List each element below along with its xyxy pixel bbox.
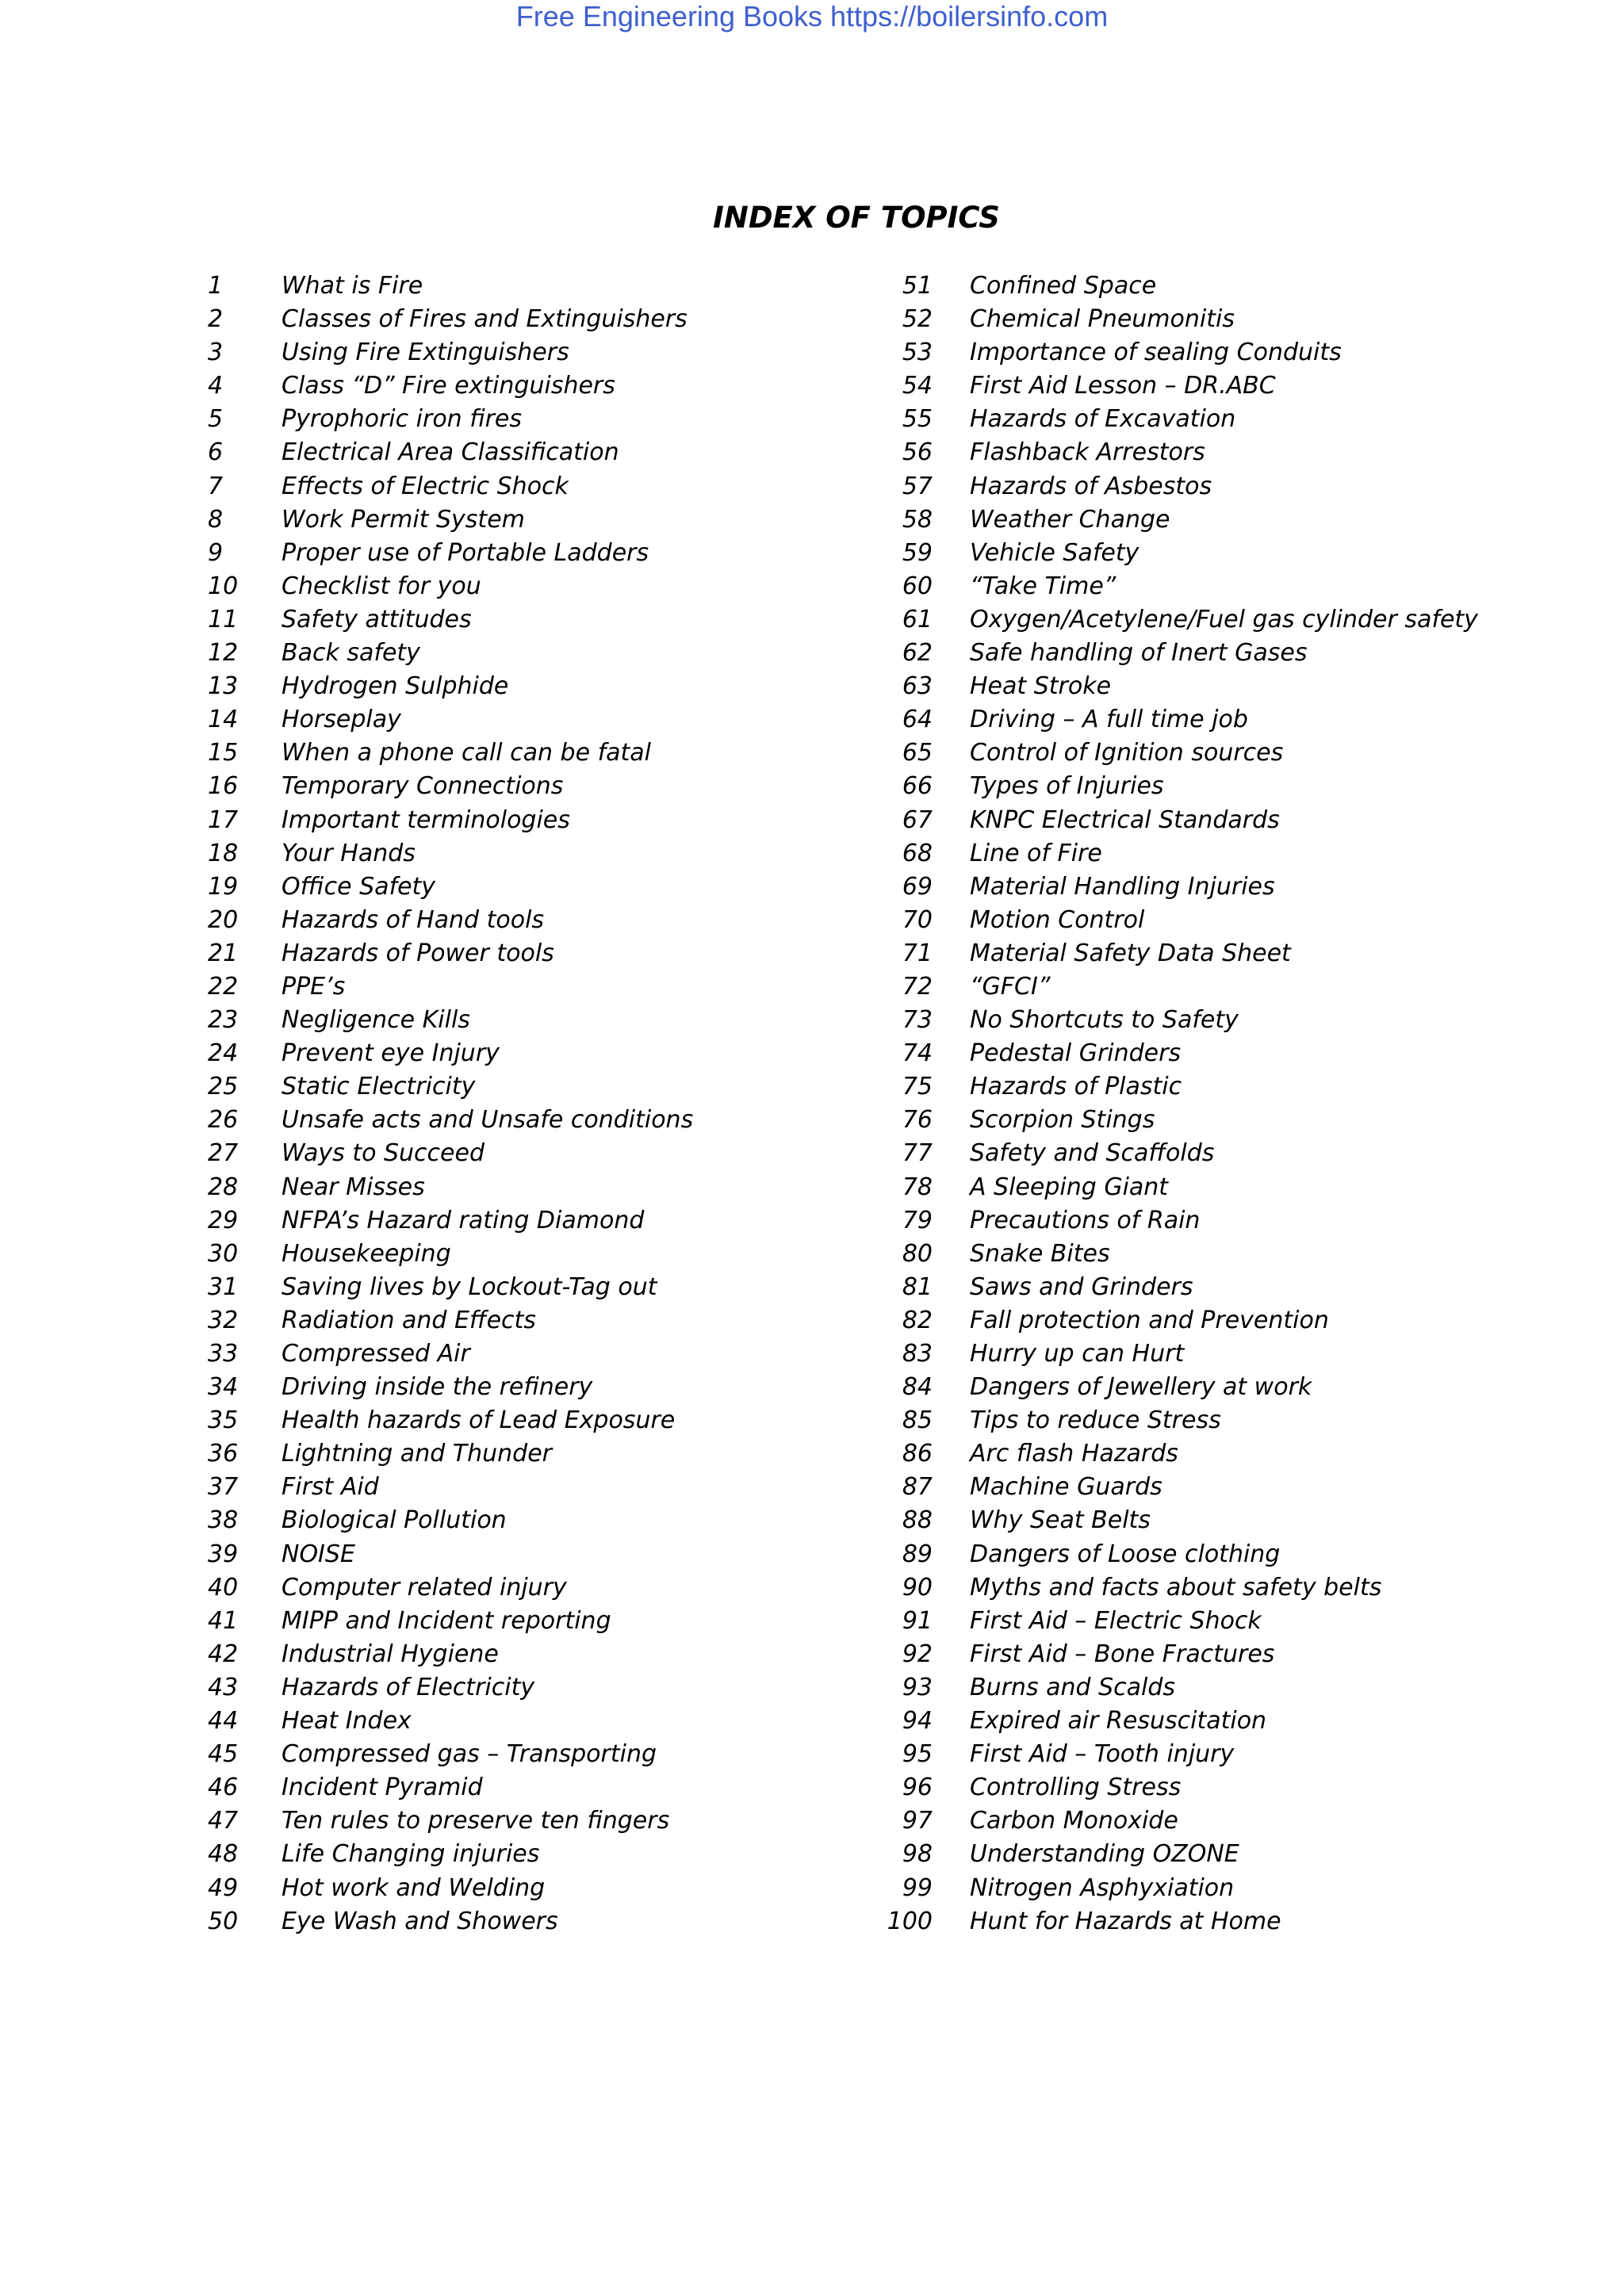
topic-title: Why Seat Belts [970,1506,1151,1535]
topic-number: 55 [902,405,933,434]
topic-title: Control of Ignition sources [970,739,1284,767]
topic-number: 81 [902,1272,933,1301]
topic-title: A Sleeping Giant [970,1173,1169,1201]
topic-title: Static Electricity [282,1073,476,1101]
topic-number: 61 [902,605,933,633]
topic-number: 99 [902,1873,933,1902]
topic-title: Prevent eye Injury [282,1039,500,1068]
topic-number: 63 [902,672,933,701]
topic-number: 46 [208,1774,239,1802]
topic-title: Carbon Monoxide [970,1807,1178,1835]
topic-title: Electrical Area Classification [282,438,619,467]
topic-number: 26 [208,1106,239,1135]
topic-number: 90 [902,1573,933,1601]
topic-title: Ten rules to preserve ten fingers [282,1807,670,1835]
topic-number: 11 [208,605,239,633]
topic-title: Temporary Connections [282,772,564,801]
topic-title: Expired air Resuscitation [970,1707,1267,1735]
topic-title: No Shortcuts to Safety [970,1006,1239,1035]
topic-number: 96 [902,1774,933,1802]
topic-number: 87 [902,1473,933,1502]
topic-title: First Aid – Tooth injury [970,1740,1235,1769]
topic-number: 66 [902,772,933,801]
topic-number: 20 [208,905,239,934]
topic-title: Importance of sealing Conduits [970,339,1342,367]
topic-title: Incident Pyramid [282,1774,483,1802]
topic-number: 82 [902,1306,933,1334]
topic-title: Effects of Electric Shock [282,472,569,500]
topic-title: “Take Time” [970,572,1116,600]
topic-title: Vehicle Safety [970,538,1139,567]
topic-title: Myths and facts about safety belts [970,1573,1382,1601]
topic-number: 5 [208,405,224,434]
topic-number: 74 [902,1039,933,1068]
topic-number: 32 [208,1306,239,1334]
topic-title: Snake Bites [970,1239,1110,1268]
topic-title: Near Misses [282,1173,425,1201]
topic-title: NOISE [282,1540,355,1568]
topic-title: Saws and Grinders [970,1272,1193,1301]
topic-title: Scorpion Stings [970,1106,1155,1135]
topic-title: Hazards of Excavation [970,405,1236,434]
topic-number: 43 [208,1673,239,1701]
topic-title: Tips to reduce Stress [970,1406,1221,1435]
topic-title: Heat Stroke [970,672,1112,701]
topic-number: 70 [902,905,933,934]
topic-title: Fall protection and Prevention [970,1306,1329,1334]
topic-title: Line of Fire [970,839,1102,867]
topic-title: Safe handling of Inert Gases [970,639,1308,668]
topic-number: 86 [902,1440,933,1468]
topic-title: Burns and Scalds [970,1673,1176,1701]
page-title: INDEX OF TOPICS [713,201,1000,235]
topic-number: 18 [208,839,239,867]
topic-title: Hazards of Power tools [282,939,554,967]
topic-number: 75 [902,1073,933,1101]
topic-title: Hazards of Electricity [282,1673,535,1701]
topic-number: 1 [208,272,224,300]
topic-title: Biological Pollution [282,1506,507,1535]
topic-number: 12 [208,639,239,668]
topic-number: 7 [208,472,224,500]
topic-number: 33 [208,1340,239,1368]
topic-title: Machine Guards [970,1473,1162,1502]
topic-title: First Aid – Bone Fractures [970,1640,1275,1668]
topic-number: 56 [902,438,933,467]
topic-number: 91 [902,1606,933,1635]
topic-number: 2 [208,305,224,334]
topic-title: Nitrogen Asphyxiation [970,1873,1235,1902]
topic-number: 79 [902,1206,933,1234]
topic-number: 98 [902,1840,933,1869]
topic-number: 73 [902,1006,933,1035]
topic-number: 51 [902,272,933,300]
topic-title: Health hazards of Lead Exposure [282,1406,676,1435]
topic-title: Chemical Pneumonitis [970,305,1235,334]
topic-number: 57 [902,472,933,500]
topic-number: 35 [208,1406,239,1435]
topic-number: 93 [902,1673,933,1701]
topic-number: 83 [902,1340,933,1368]
topic-title: Material Safety Data Sheet [970,939,1291,967]
topic-number: 16 [208,772,239,801]
topic-title: First Aid – Electric Shock [970,1606,1262,1635]
topic-number: 68 [902,839,933,867]
topic-number: 60 [902,572,933,600]
topic-title: NFPA’s Hazard rating Diamond [282,1206,645,1234]
topic-number: 100 [887,1907,933,1935]
topic-number: 31 [208,1272,239,1301]
topic-title: Confined Space [970,272,1157,300]
topic-title: Using Fire Extinguishers [282,339,569,367]
topic-title: Life Changing injuries [282,1840,540,1869]
topic-title: Compressed gas – Transporting [282,1740,657,1769]
topic-title: Precautions of Rain [970,1206,1201,1234]
topic-title: Driving inside the refinery [282,1373,593,1402]
topic-number: 67 [902,806,933,834]
topic-title: Safety attitudes [282,605,472,633]
topic-number: 58 [902,505,933,534]
topic-number: 85 [902,1406,933,1435]
topic-title: Important terminologies [282,806,570,834]
topic-title: Hazards of Hand tools [282,905,545,934]
topic-number: 38 [208,1506,239,1535]
topic-number: 24 [208,1039,239,1068]
topic-title: Checklist for you [282,572,481,600]
topic-title: Pedestal Grinders [970,1039,1182,1068]
topic-title: Radiation and Effects [282,1306,536,1334]
topic-title: Class “D” Fire extinguishers [282,372,615,400]
topic-number: 92 [902,1640,933,1668]
topic-title: Pyrophoric iron fires [282,405,523,434]
topic-title: Compressed Air [282,1340,470,1368]
topic-title: Safety and Scaffolds [970,1139,1215,1168]
topic-number: 29 [208,1206,239,1234]
topic-number: 48 [208,1840,239,1869]
topic-title: Your Hands [282,839,416,867]
topic-number: 47 [208,1807,239,1835]
topic-title: Oxygen/Acetylene/Fuel gas cylinder safety [970,605,1478,633]
topic-title: Driving – A full time job [970,706,1248,734]
topic-number: 80 [902,1239,933,1268]
topic-title: First Aid Lesson – DR.ABC [970,372,1276,400]
topic-number: 50 [208,1907,239,1935]
topic-title: Hazards of Plastic [970,1073,1182,1101]
topic-number: 97 [902,1807,933,1835]
topic-title: Hazards of Asbestos [970,472,1212,500]
topic-number: 36 [208,1440,239,1468]
topic-title: Flashback Arrestors [970,438,1205,467]
topic-title: Dangers of Jewellery at work [970,1373,1312,1402]
topic-title: Controlling Stress [970,1774,1182,1802]
topic-title: Negligence Kills [282,1006,470,1035]
topic-number: 76 [902,1106,933,1135]
topic-title: Lightning and Thunder [282,1440,552,1468]
topic-number: 44 [208,1707,239,1735]
topic-number: 37 [208,1473,239,1502]
topic-number: 28 [208,1173,239,1201]
topic-number: 94 [902,1707,933,1735]
topic-title: Motion Control [970,905,1145,934]
topic-number: 39 [208,1540,239,1568]
topic-title: Housekeeping [282,1239,451,1268]
topic-number: 15 [208,739,239,767]
topic-number: 45 [208,1740,239,1769]
topic-number: 69 [902,872,933,901]
topic-title: Saving lives by Lockout-Tag out [282,1272,657,1301]
topic-number: 95 [902,1740,933,1769]
topic-number: 23 [208,1006,239,1035]
topic-title: Unsafe acts and Unsafe conditions [282,1106,694,1135]
topic-number: 4 [208,372,224,400]
topic-number: 40 [208,1573,239,1601]
topic-title: Back safety [282,639,420,668]
topic-title: Types of Injuries [970,772,1164,801]
topic-title: Weather Change [970,505,1170,534]
topic-title: Material Handling Injuries [970,872,1275,901]
topic-number: 9 [208,538,224,567]
topic-number: 59 [902,538,933,567]
topic-title: KNPC Electrical Standards [970,806,1280,834]
topic-title: Office Safety [282,872,436,901]
topic-number: 64 [902,706,933,734]
topic-number: 6 [208,438,224,467]
topic-title: Work Permit System [282,505,525,534]
topic-number: 42 [208,1640,239,1668]
topic-number: 72 [902,972,933,1001]
topic-number: 89 [902,1540,933,1568]
topic-title: Hunt for Hazards at Home [970,1907,1281,1935]
topic-number: 88 [902,1506,933,1535]
topic-title: When a phone call can be fatal [282,739,651,767]
topic-number: 13 [208,672,239,701]
header-link[interactable]: Free Engineering Books https://boilersinfo.com [515,0,1109,33]
topic-title: Hurry up can Hurt [970,1340,1185,1368]
topic-number: 77 [902,1139,933,1168]
topic-number: 54 [902,372,933,400]
topic-title: Industrial Hygiene [282,1640,499,1668]
topic-number: 14 [208,706,239,734]
topic-number: 19 [208,872,239,901]
topic-title: Dangers of Loose clothing [970,1540,1281,1568]
topic-number: 10 [208,572,239,600]
topic-number: 3 [208,339,224,367]
topic-title: Computer related injury [282,1573,567,1601]
topic-title: First Aid [282,1473,379,1502]
topic-number: 25 [208,1073,239,1101]
topic-title: “GFCI” [970,972,1051,1001]
topic-title: MIPP and Incident reporting [282,1606,611,1635]
topic-number: 65 [902,739,933,767]
topic-title: Ways to Succeed [282,1139,485,1168]
topic-title: Horseplay [282,706,401,734]
topic-number: 30 [208,1239,239,1268]
topic-number: 34 [208,1373,239,1402]
topic-title: Arc flash Hazards [970,1440,1178,1468]
topic-number: 52 [902,305,933,334]
topic-number: 53 [902,339,933,367]
topic-title: Understanding OZONE [970,1840,1239,1869]
topic-number: 71 [902,939,933,967]
topic-number: 21 [208,939,239,967]
topic-title: Hot work and Welding [282,1873,546,1902]
topic-title: Hydrogen Sulphide [282,672,509,701]
topic-number: 49 [208,1873,239,1902]
topic-number: 22 [208,972,239,1001]
topic-title: Proper use of Portable Ladders [282,538,649,567]
topic-title: Heat Index [282,1707,412,1735]
topic-number: 78 [902,1173,933,1201]
topic-title: PPE’s [282,972,346,1001]
topic-number: 62 [902,639,933,668]
topic-number: 84 [902,1373,933,1402]
topic-number: 41 [208,1606,239,1635]
topic-title: What is Fire [282,272,423,300]
topic-number: 17 [208,806,239,834]
topic-number: 27 [208,1139,239,1168]
topic-title: Classes of Fires and Extinguishers [282,305,688,334]
topic-number: 8 [208,505,224,534]
topic-title: Eye Wash and Showers [282,1907,558,1935]
